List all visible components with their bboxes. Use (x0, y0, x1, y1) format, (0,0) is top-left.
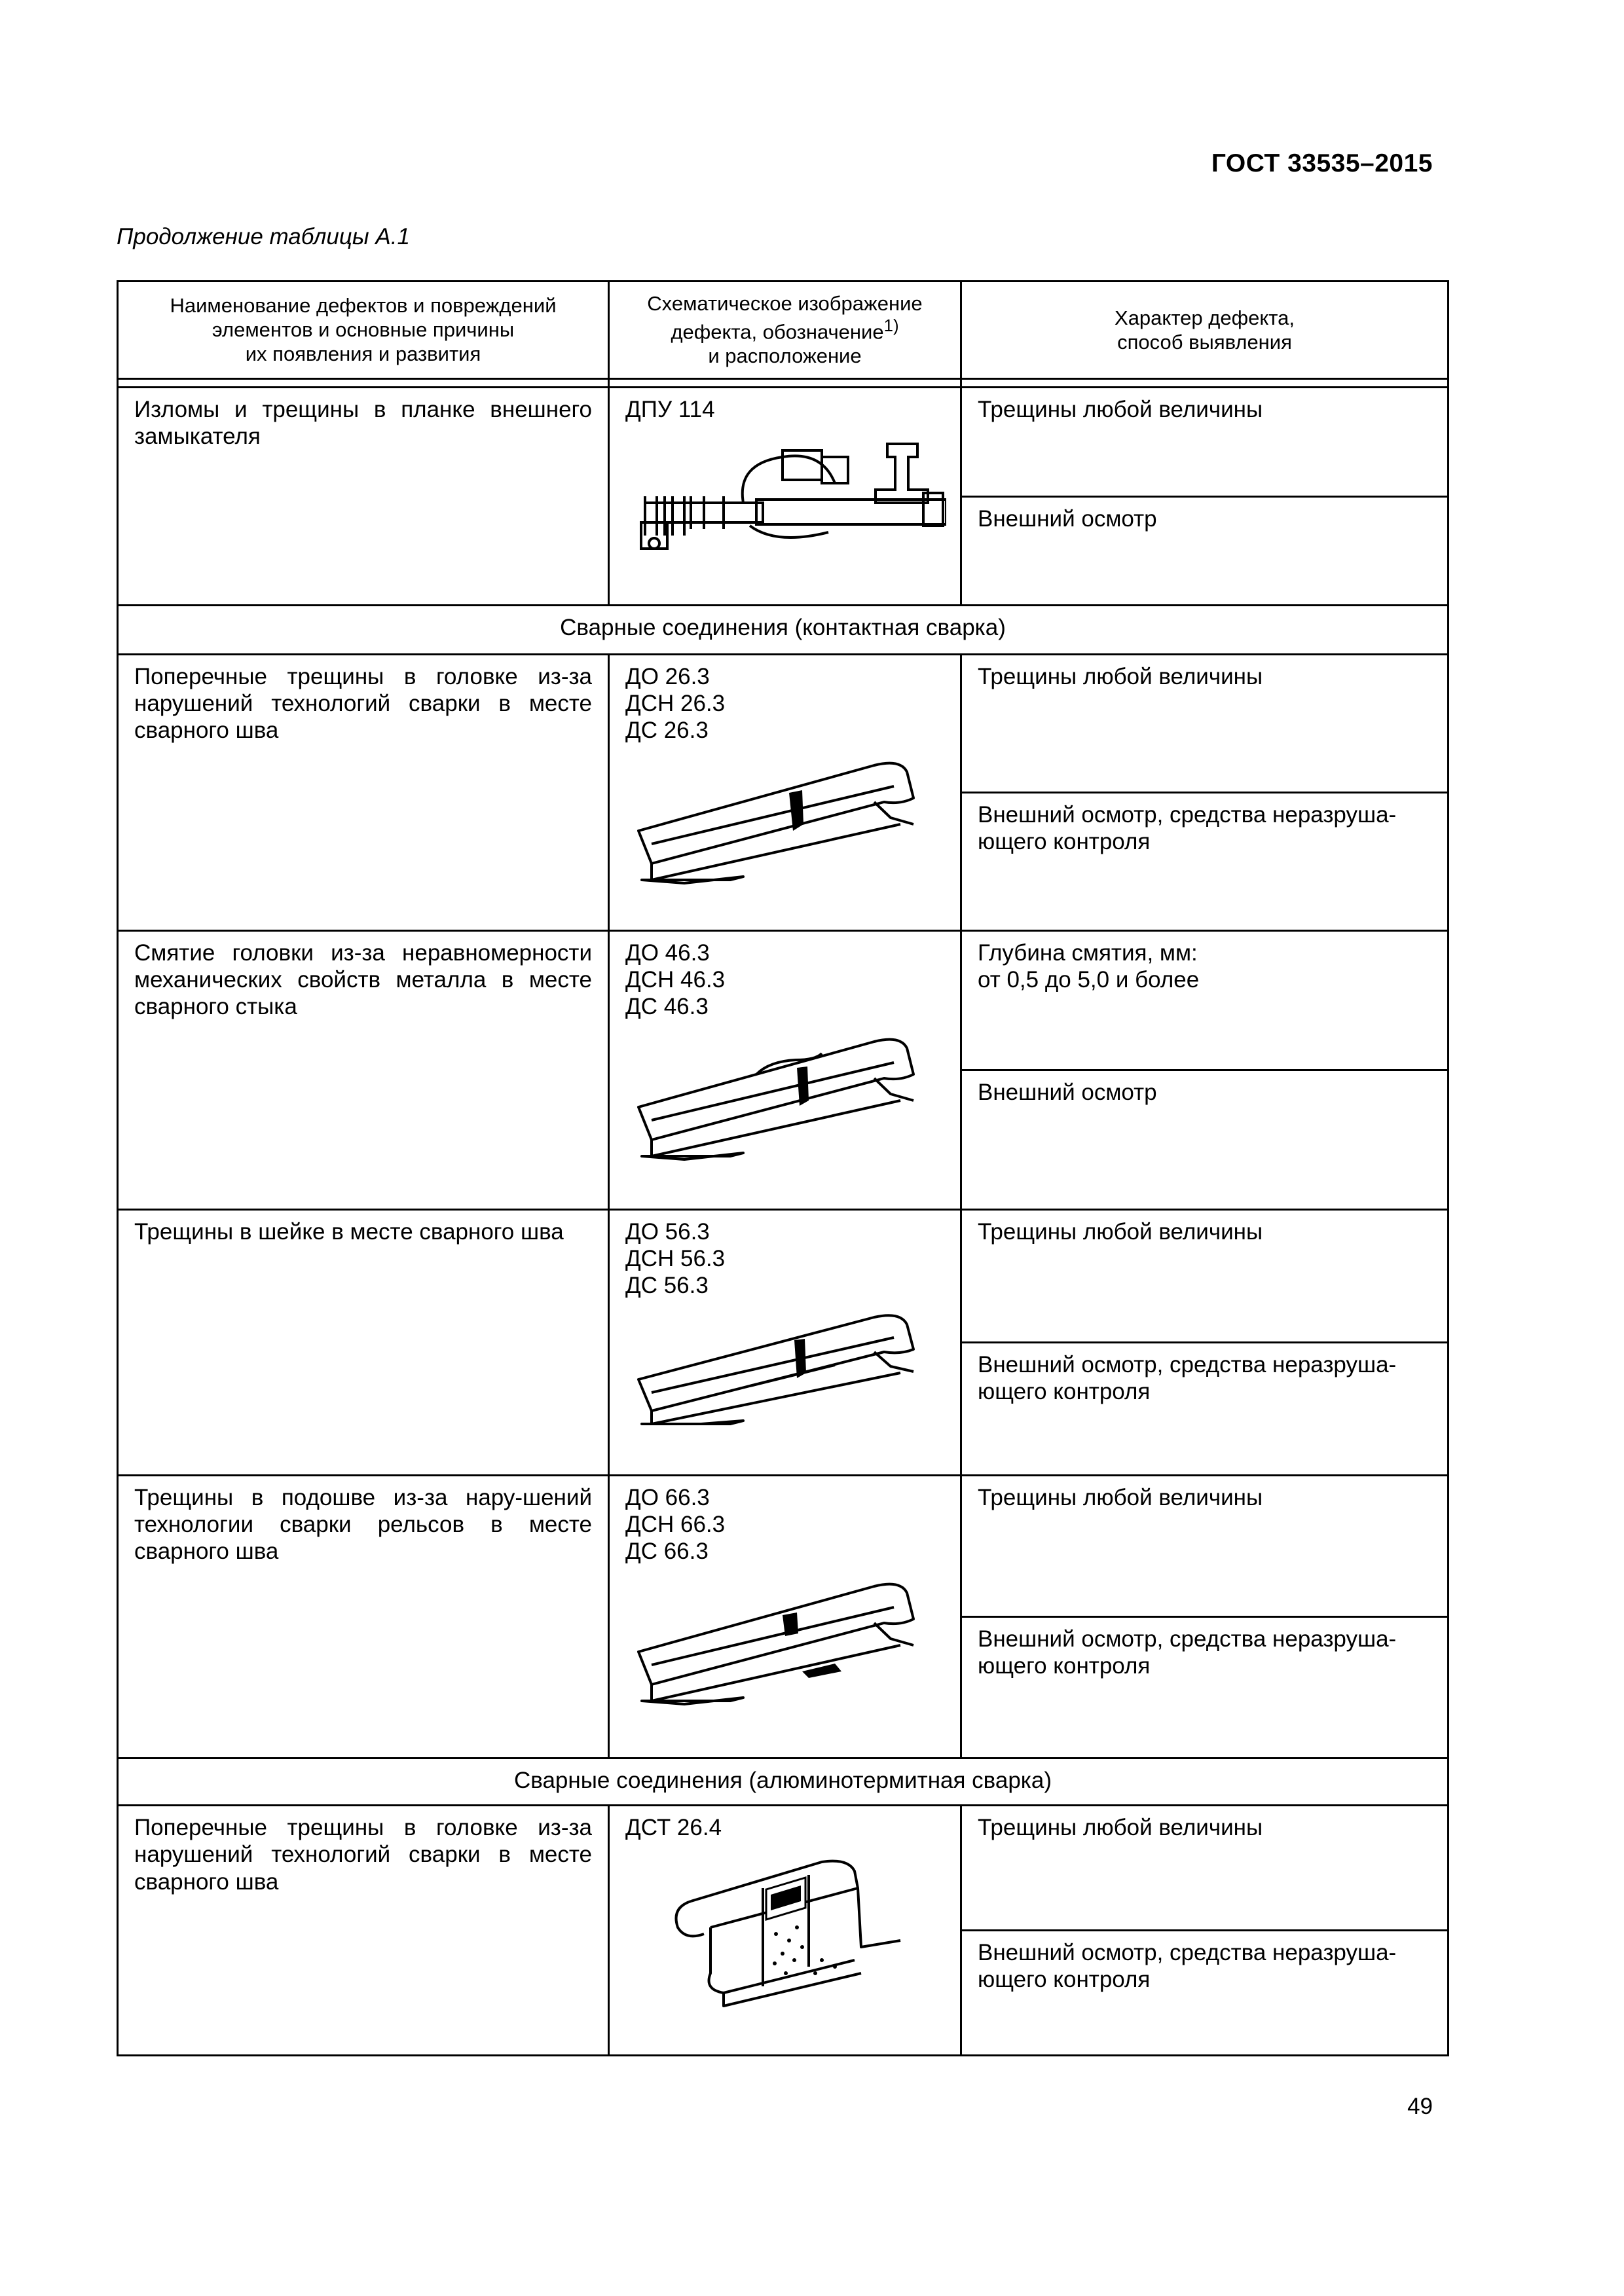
defect-name: Трещины в шейке в месте сварного шва (118, 1209, 609, 1475)
defect-character: Трещины любой величины (961, 387, 1449, 496)
defect-scheme (609, 1209, 961, 1475)
defect-character: Трещины любой величины (961, 1475, 1449, 1616)
detection-method: Внешний осмотр (961, 1070, 1449, 1209)
defect-character: Глубина смятия, мм: от 0,5 до 5,0 и более (961, 930, 1449, 1070)
defect-name: Смятие головки из-за неравномерности механических свойств металла в месте сварного стыка (118, 930, 609, 1209)
rail-weld-web-crack-sketch (625, 1307, 946, 1425)
defect-code: ДС 66.3 (625, 1539, 709, 1565)
defect-scheme (609, 387, 961, 606)
table-row (118, 930, 1449, 1070)
table-row (118, 387, 1449, 496)
defect-code: ДС 46.3 (625, 994, 709, 1020)
table-row (118, 1475, 1449, 1616)
table-header-row (118, 282, 1449, 379)
defect-code: ДСТ 26.4 (625, 1815, 722, 1841)
defect-scheme (609, 1475, 961, 1758)
defect-name: Трещины в подошве из-за нару-шений технологии сварки рельсов в месте сварного шва (118, 1475, 609, 1758)
detection-method: Внешний осмотр (961, 496, 1449, 606)
defect-code: ДСН 46.3 (625, 967, 726, 993)
table-row (118, 1806, 1449, 1931)
rail-weld-foot-crack-sketch (625, 1573, 946, 1711)
detection-method: Внешний осмотр, средства неразруша-ющего контроля (961, 1342, 1449, 1475)
section-heading-thermit-welding: Сварные соединения (алюминотермитная сварка) (118, 1758, 1449, 1805)
defect-code: ДПУ 114 (625, 396, 715, 422)
detection-method: Внешний осмотр, средства неразруша-ющего контроля (961, 1616, 1449, 1758)
defect-name: Поперечные трещины в головке из-за нарушений технологий сварки в месте сварного шва (118, 654, 609, 930)
defect-code: ДСН 56.3 (625, 1246, 726, 1272)
defect-code: ДО 26.3 (625, 663, 710, 689)
defect-scheme (609, 1806, 961, 2056)
defect-code: ДО 66.3 (625, 1484, 710, 1510)
table-caption: Продолжение таблицы А.1 (117, 224, 410, 249)
defect-code: ДС 56.3 (625, 1273, 709, 1299)
section-heading-contact-welding: Сварные соединения (контактная сварка) (118, 606, 1449, 654)
page-number: 49 (1407, 2094, 1433, 2119)
rail-weld-head-crush-sketch (625, 1029, 946, 1166)
defect-code: ДСН 66.3 (625, 1511, 726, 1537)
defect-code: ДО 56.3 (625, 1218, 710, 1245)
defect-character: Трещины любой величины (961, 1209, 1449, 1342)
header-col-scheme: Схематическое изображение дефекта, обозначение$^{1)}$ и расположение (609, 282, 961, 379)
defect-code: ДС 26.3 (625, 718, 709, 744)
rail-weld-head-crack-sketch (625, 752, 946, 890)
defect-code: ДСН 26.3 (625, 691, 726, 716)
table-row (118, 654, 1449, 792)
defects-table (117, 280, 1449, 2056)
defect-name: Изломы и трещины в планке внешнего замыкателя (118, 387, 609, 606)
defect-code: ДО 46.3 (625, 939, 710, 966)
thermit-weld-sketch (625, 1849, 946, 2013)
section-row (118, 606, 1449, 654)
defect-scheme (609, 930, 961, 1209)
detection-method: Внешний осмотр, средства неразруша-ющего контроля (961, 1930, 1449, 2055)
header-col-character: Характер дефекта, способ выявления (961, 282, 1449, 379)
defect-name: Поперечные трещины в головке из-за нарушений технологий сварки в месте сварного шва (118, 1806, 609, 2056)
detection-method: Внешний осмотр, средства неразруша-ющего контроля (961, 792, 1449, 930)
table-row (118, 1209, 1449, 1342)
section-row (118, 1758, 1449, 1805)
defect-character: Трещины любой величины (961, 654, 1449, 792)
defect-scheme (609, 654, 961, 930)
defect-character: Трещины любой величины (961, 1806, 1449, 1931)
document-code: ГОСТ 33535–2015 (1211, 149, 1433, 177)
rail-clamp-sketch (625, 431, 946, 568)
header-col-defect-name: Наименование дефектов и повреждений элементов и основные причины их появления и развития (118, 282, 609, 379)
